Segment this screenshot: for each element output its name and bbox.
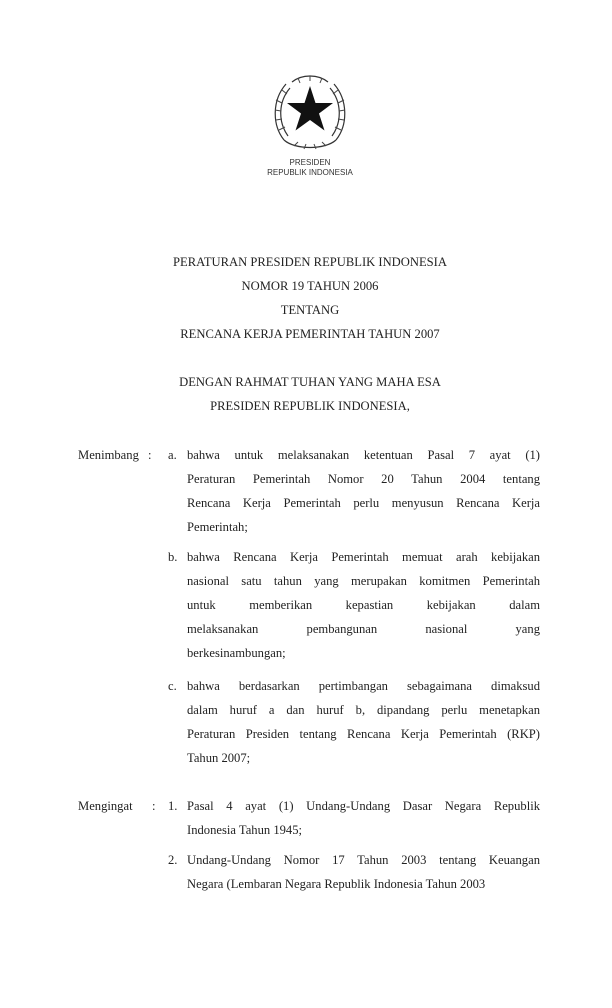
list-item-line: Peraturan Presiden tentang Rencana Kerja Pemerintah (RKP) <box>187 727 540 741</box>
list-item-line: Rencana Kerja Pemerintah perlu menyusun Rencana Kerja <box>187 496 540 510</box>
emblem-caption-line2: REPUBLIK INDONESIA <box>267 168 353 177</box>
title-line: PERATURAN PRESIDEN REPUBLIK INDONESIA <box>173 255 447 269</box>
menimbang-colon: : <box>148 448 152 462</box>
list-item-line: bahwa untuk melaksanakan ketentuan Pasal 7 ayat (1) <box>187 448 540 462</box>
list-item-line: Negara (Lembaran Negara Republik Indonesia Tahun 2003 <box>187 877 486 891</box>
list-item-line: melaksanakan pembangunan nasional yang <box>187 622 540 636</box>
list-item-line: Pasal 4 ayat (1) Undang-Undang Dasar Negara Republik <box>187 799 540 813</box>
preamble-line: DENGAN RAHMAT TUHAN YANG MAHA ESA <box>179 375 441 389</box>
menimbang-label: Menimbang <box>78 448 139 462</box>
number-line: NOMOR 19 TAHUN 2006 <box>241 279 379 293</box>
list-marker: b. <box>168 550 178 564</box>
list-item-line: Tahun 2007; <box>187 751 251 765</box>
list-item-line: untuk memberikan kepastian kebijakan dalam <box>187 598 540 612</box>
tentang-line: TENTANG <box>280 303 340 317</box>
list-item-line: berkesinambungan; <box>187 646 286 660</box>
list-item-line: Pemerintah; <box>187 520 248 534</box>
list-item-line: nasional satu tahun yang merupakan komitmen Pemerintah <box>187 574 540 588</box>
mengingat-colon: : <box>152 799 156 813</box>
list-marker: 1. <box>168 799 178 813</box>
list-marker: c. <box>168 679 177 693</box>
list-marker: a. <box>168 448 177 462</box>
list-item-line: Undang-Undang Nomor 17 Tahun 2003 tentang Keuangan <box>187 853 540 867</box>
presidential-emblem-icon <box>270 70 350 156</box>
mengingat-label: Mengingat <box>78 799 133 813</box>
list-item-line: dalam huruf a dan huruf b, dipandang perlu menetapkan <box>187 703 540 717</box>
list-item-line: bahwa Rencana Kerja Pemerintah memuat arah kebijakan <box>187 550 540 564</box>
list-item-line: Peraturan Pemerintah Nomor 20 Tahun 2004 tentang <box>187 472 540 486</box>
subject-line: RENCANA KERJA PEMERINTAH TAHUN 2007 <box>180 327 440 341</box>
emblem-caption-line1: PRESIDEN <box>289 158 331 167</box>
list-item-line: Indonesia Tahun 1945; <box>187 823 303 837</box>
list-item-line: bahwa berdasarkan pertimbangan sebagaimana dimaksud <box>187 679 540 693</box>
list-marker: 2. <box>168 853 178 867</box>
preamble-line: PRESIDEN REPUBLIK INDONESIA, <box>210 399 410 413</box>
